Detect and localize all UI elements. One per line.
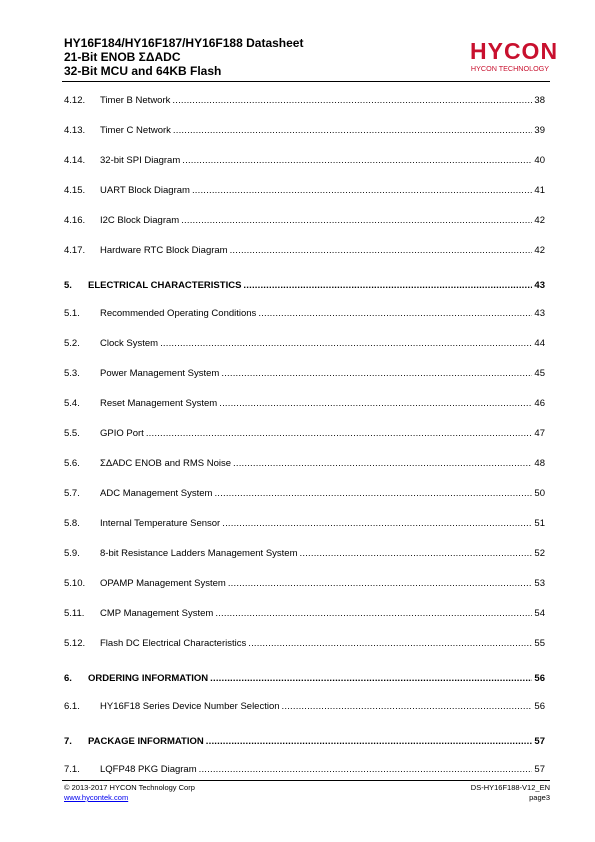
toc-entry-number: 6. xyxy=(64,673,72,684)
toc-entry-page: 38 xyxy=(534,95,545,106)
toc-entry-number: 4.17. xyxy=(64,245,86,256)
toc-entry-page: 42 xyxy=(534,245,545,256)
toc-leader-dots xyxy=(215,608,532,620)
toc-entry-page: 53 xyxy=(534,578,545,589)
toc-entry-title: Flash DC Electrical Characteristics xyxy=(100,638,247,649)
toc-entry-number: 5.9. xyxy=(64,548,80,559)
logo-wordmark: HYCON xyxy=(470,38,559,64)
toc-entry-title: GPIO Port xyxy=(100,428,144,439)
toc-entry-number: 7.1. xyxy=(64,764,80,775)
toc-leader-dots xyxy=(300,548,533,560)
toc-chapter-entry[interactable] xyxy=(64,278,545,292)
toc-section-entry[interactable] xyxy=(64,123,545,137)
toc-entry-page: 39 xyxy=(534,125,545,136)
toc-leader-dots xyxy=(172,95,532,107)
toc-entry-title: Clock System xyxy=(100,338,159,349)
toc-entry-title: I2C Block Diagram xyxy=(100,215,180,226)
toc-entry-title: Timer B Network xyxy=(100,95,171,106)
toc-entry-number: 5.1. xyxy=(64,308,80,319)
toc-entry-page: 43 xyxy=(534,280,545,291)
toc-leader-dots xyxy=(206,736,533,748)
toc-section-entry[interactable] xyxy=(64,546,545,560)
toc-leader-dots xyxy=(199,764,533,776)
toc-entry-page: 54 xyxy=(534,608,545,619)
toc-entry-page: 48 xyxy=(534,458,545,469)
page-number: page3 xyxy=(529,793,550,802)
toc-entry-page: 43 xyxy=(534,308,545,319)
toc-entry-number: 5. xyxy=(64,280,72,291)
toc-entry-title: PACKAGE INFORMATION xyxy=(88,736,204,747)
toc-leader-dots xyxy=(182,155,532,167)
toc-entry-number: 4.15. xyxy=(64,185,86,196)
toc-entry-title: Hardware RTC Block Diagram xyxy=(100,245,228,256)
toc-entry-page: 46 xyxy=(534,398,545,409)
toc-leader-dots xyxy=(228,578,533,590)
toc-entry-number: 4.12. xyxy=(64,95,86,106)
toc-section-entry[interactable] xyxy=(64,243,545,257)
toc-leader-dots xyxy=(233,458,532,470)
toc-entry-title: HY16F18 Series Device Number Selection xyxy=(100,701,280,712)
toc-leader-dots xyxy=(282,701,533,713)
toc-entry-title: 8-bit Resistance Ladders Management System xyxy=(100,548,298,559)
toc-section-entry[interactable] xyxy=(64,93,545,107)
toc-entry-page: 51 xyxy=(534,518,545,529)
toc-entry-page: 56 xyxy=(534,701,545,712)
toc-entry-title: Internal Temperature Sensor xyxy=(100,518,221,529)
toc-entry-title: ORDERING INFORMATION xyxy=(88,673,209,684)
toc-leader-dots xyxy=(210,673,532,685)
toc-entry-page: 42 xyxy=(534,215,545,226)
toc-entry-page: 57 xyxy=(534,764,545,775)
toc-section-entry[interactable] xyxy=(64,213,545,227)
toc-section-entry[interactable] xyxy=(64,606,545,620)
toc-leader-dots xyxy=(258,308,532,320)
toc-entry-page: 44 xyxy=(534,338,545,349)
hycon-logo xyxy=(470,38,559,74)
footer-left xyxy=(64,783,195,803)
toc-entry-page: 57 xyxy=(534,736,545,747)
toc-chapter-entry[interactable] xyxy=(64,734,545,748)
toc-entry-title: ADC Management System xyxy=(100,488,213,499)
toc-leader-dots xyxy=(248,638,532,650)
toc-leader-dots xyxy=(173,125,533,137)
toc-leader-dots xyxy=(214,488,532,500)
toc-entry-number: 5.6. xyxy=(64,458,80,469)
toc-section-entry[interactable] xyxy=(64,516,545,530)
toc-entry-number: 5.4. xyxy=(64,398,80,409)
toc-entry-number: 5.10. xyxy=(64,578,86,589)
toc-section-entry[interactable] xyxy=(64,699,545,713)
toc-entry-page: 47 xyxy=(534,428,545,439)
toc-section-entry[interactable] xyxy=(64,456,545,470)
datasheet-subtitle-mcu: 32-Bit MCU and 64KB Flash xyxy=(64,64,222,78)
website-link[interactable]: www.hycontek.com xyxy=(64,793,129,802)
toc-section-entry[interactable] xyxy=(64,306,545,320)
toc-leader-dots xyxy=(243,280,532,292)
toc-entry-page: 55 xyxy=(534,638,545,649)
toc-entry-page: 56 xyxy=(534,673,545,684)
toc-entry-page: 52 xyxy=(534,548,545,559)
toc-leader-dots xyxy=(219,398,532,410)
page-header xyxy=(64,36,559,78)
toc-section-entry[interactable] xyxy=(64,183,545,197)
toc-section-entry[interactable] xyxy=(64,396,545,410)
toc-section-entry[interactable] xyxy=(64,636,545,650)
toc-leader-dots xyxy=(160,338,532,350)
toc-entry-title: Power Management System xyxy=(100,368,220,379)
datasheet-title: HY16F184/HY16F187/HY16F188 Datasheet xyxy=(64,36,304,50)
toc-section-entry[interactable] xyxy=(64,336,545,350)
toc-entry-title: ΣΔADC ENOB and RMS Noise xyxy=(100,458,232,469)
toc-entry-title: Reset Management System xyxy=(100,398,218,409)
toc-entry-title: CMP Management System xyxy=(100,608,214,619)
datasheet-subtitle-adc: 21-Bit ENOB ΣΔADC xyxy=(64,50,181,64)
document-id: DS-HY16F188-V12_EN xyxy=(470,783,550,792)
toc-entry-number: 4.13. xyxy=(64,125,86,136)
footer-right xyxy=(471,783,550,803)
toc-entry-title: Timer C Network xyxy=(100,125,171,136)
toc-entry-number: 5.3. xyxy=(64,368,80,379)
toc-section-entry[interactable] xyxy=(64,486,545,500)
toc-entry-page: 40 xyxy=(534,155,545,166)
toc-entry-page: 50 xyxy=(534,488,545,499)
toc-entry-number: 4.14. xyxy=(64,155,86,166)
toc-entry-number: 5.5. xyxy=(64,428,80,439)
toc-entry-page: 41 xyxy=(534,185,545,196)
footer-divider xyxy=(62,780,550,781)
toc-entry-number: 5.8. xyxy=(64,518,80,529)
toc-entry-number: 7. xyxy=(64,736,72,747)
toc-entry-number: 4.16. xyxy=(64,215,86,226)
logo-subtext: HYCON TECHNOLOGY xyxy=(470,64,550,73)
toc-leader-dots xyxy=(222,518,532,530)
copyright-text: © 2013-2017 HYCON Technology Corp xyxy=(64,783,195,792)
toc-section-entry[interactable] xyxy=(64,426,545,440)
toc-leader-dots xyxy=(181,215,532,227)
toc-leader-dots xyxy=(192,185,532,197)
toc-entry-number: 5.2. xyxy=(64,338,80,349)
toc-leader-dots xyxy=(230,245,533,257)
toc-section-entry[interactable] xyxy=(64,762,545,776)
toc-entry-title: Recommended Operating Conditions xyxy=(100,308,257,319)
toc-entry-title: ELECTRICAL CHARACTERISTICS xyxy=(88,280,242,291)
header-divider xyxy=(62,81,550,82)
toc-entry-page: 45 xyxy=(534,368,545,379)
toc-chapter-entry[interactable] xyxy=(64,671,545,685)
toc-entry-title: LQFP48 PKG Diagram xyxy=(100,764,197,775)
toc-entry-title: OPAMP Management System xyxy=(100,578,226,589)
toc-entry-number: 5.12. xyxy=(64,638,86,649)
toc-section-entry[interactable] xyxy=(64,153,545,167)
toc-section-entry[interactable] xyxy=(64,366,545,380)
toc-entry-number: 5.7. xyxy=(64,488,80,499)
toc-entry-number: 6.1. xyxy=(64,701,80,712)
toc-leader-dots xyxy=(146,428,533,440)
toc-leader-dots xyxy=(221,368,532,380)
toc-entry-number: 5.11. xyxy=(64,608,85,619)
toc-section-entry[interactable] xyxy=(64,576,545,590)
toc-entry-title: 32-bit SPI Diagram xyxy=(100,155,181,166)
toc-entry-title: UART Block Diagram xyxy=(100,185,190,196)
